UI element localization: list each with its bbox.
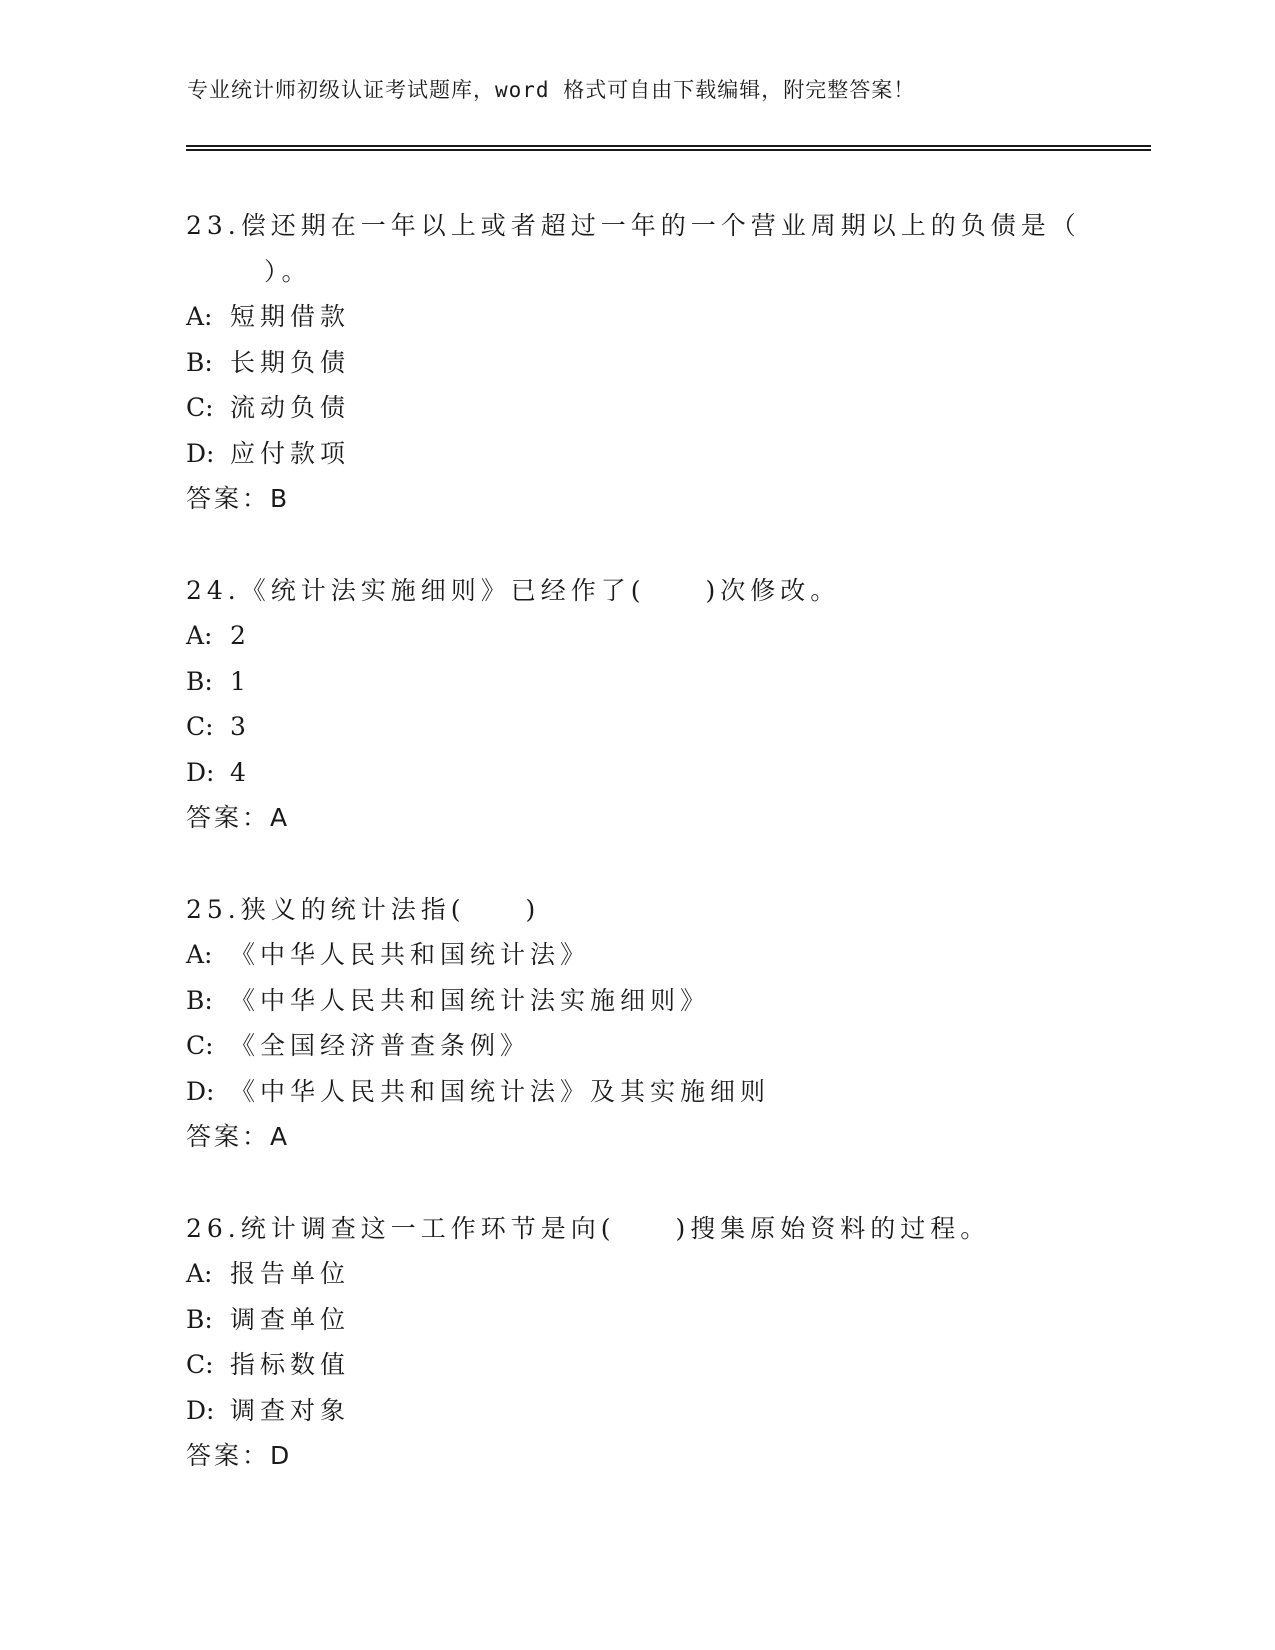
option-text: 流动负债 [230,393,351,422]
option-letter: D: [186,757,215,787]
option-text: 1 [230,666,251,696]
question-23 [186,203,1081,522]
question-stem-continuation: ）。 [264,256,312,286]
option-c [186,704,1066,750]
option-letter: A: [186,1259,213,1288]
option-text: 短期借款 [230,302,351,331]
question-26 [186,1206,1066,1479]
option-letter: B: [186,1304,213,1334]
option-text: 《全国经济普查条例》 [230,1031,531,1060]
option-a [186,294,1066,340]
option-text: 调查单位 [230,1304,351,1334]
option-text: 2 [230,621,251,650]
option-d [186,1069,1066,1115]
option-c [186,1023,1066,1069]
option-text: 调查对象 [230,1395,351,1425]
option-text: 《中华人民共和国统计法》及其实施细则 [230,1076,771,1106]
header-double-rule [186,145,1151,151]
answer-line: 答案：B [186,484,291,513]
option-text: 4 [230,757,251,787]
option-letter: A: [186,302,213,331]
option-text: 《中华人民共和国统计法》 [230,940,591,969]
option-letter: C: [186,712,214,741]
option-b [186,659,1066,705]
question-stem: 26.统计调查这一工作环节是向( )搜集原始资料的过程。 [186,1213,991,1243]
option-d [186,750,1066,796]
question-stem: 23.偿还期在一年以上或者超过一年的一个营业周期以上的负债是（ [186,211,1081,240]
option-letter: A: [186,621,213,650]
option-letter: B: [186,666,213,696]
option-c [186,385,1066,431]
option-text: 应付款项 [230,438,351,468]
option-letter: C: [186,393,214,422]
option-b [186,1297,1066,1343]
option-letter: B: [186,985,213,1015]
option-b [186,978,1066,1024]
answer-line: 答案：A [186,803,291,832]
option-a [186,932,1066,978]
option-letter: D: [186,438,215,468]
question-24 [186,568,1066,841]
answer-line: 答案：D [186,1441,293,1470]
option-letter: D: [186,1076,215,1106]
option-c [186,1342,1066,1388]
option-letter: B: [186,347,213,377]
question-stem: 25.狭义的统计法指( ) [186,894,541,924]
question-stem: 24.《统计法实施细则》已经作了( )次修改。 [186,575,841,605]
option-letter: C: [186,1350,214,1379]
option-text: 报告单位 [230,1259,351,1288]
option-text: 《中华人民共和国统计法实施细则》 [230,985,711,1015]
option-a [186,613,1066,659]
option-d [186,1388,1066,1434]
page-header-text: 专业统计师初级认证考试题库，word 格式可自由下载编辑，附完整答案！ [187,78,916,102]
option-letter: D: [186,1395,215,1425]
option-letter: C: [186,1031,214,1060]
question-list [186,203,1081,1525]
option-text: 指标数值 [230,1350,351,1379]
option-d [186,431,1066,477]
option-a [186,1251,1066,1297]
question-25 [186,887,1066,1160]
option-b [186,340,1066,386]
option-text: 3 [230,712,251,741]
option-letter: A: [186,940,213,969]
option-text: 长期负债 [230,347,351,377]
answer-line: 答案：A [186,1122,291,1151]
